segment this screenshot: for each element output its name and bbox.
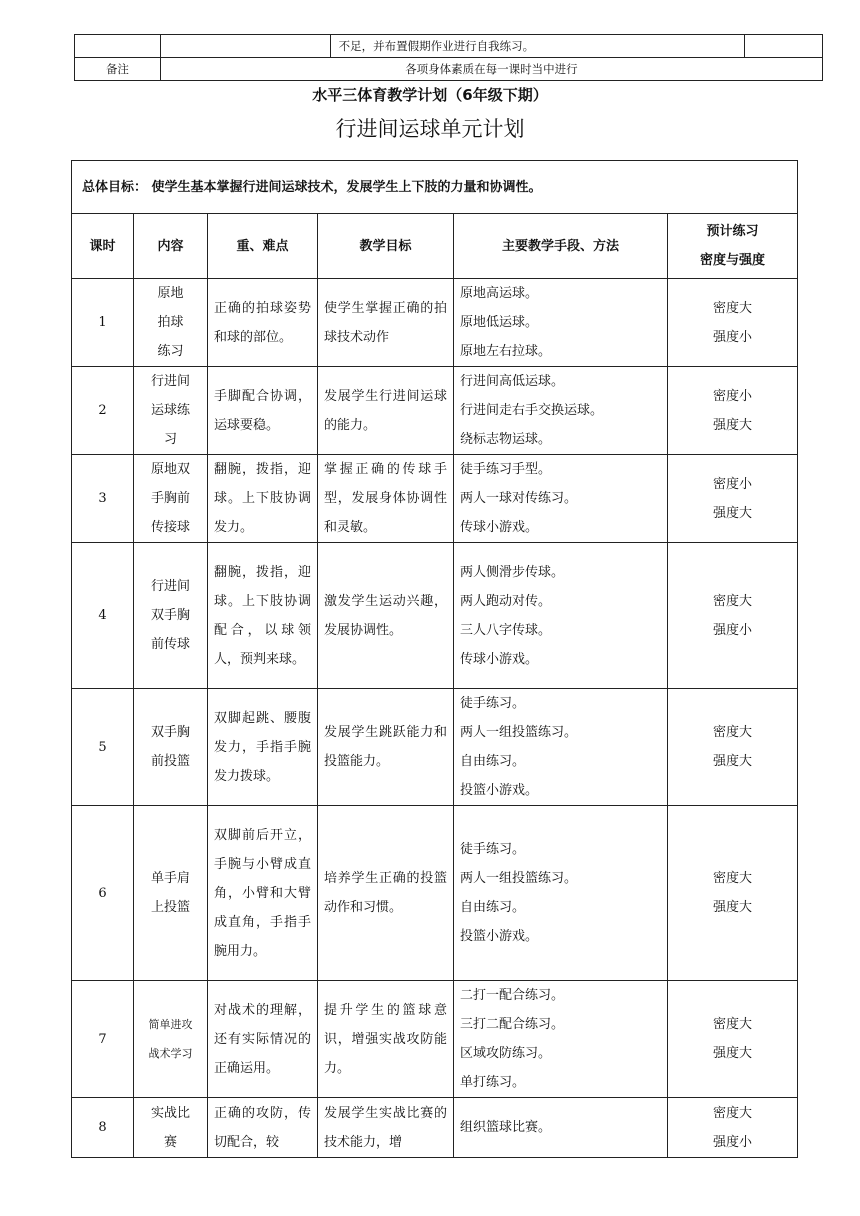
header-objective: 教学目标 [318, 214, 454, 279]
period-number: 8 [72, 1098, 134, 1158]
method-item: 组织篮球比赛。 [460, 1120, 552, 1135]
objective: 发展学生实战比赛的技术能力，增 [318, 1098, 454, 1158]
header-density [668, 214, 798, 279]
table-row [72, 689, 798, 806]
density-value: 密度大 [712, 871, 752, 886]
content-cell [134, 543, 208, 689]
intensity-value: 强度大 [712, 417, 752, 433]
method-item: 二打一配合练习。 [460, 988, 565, 1003]
methods-cell [454, 455, 668, 543]
density-cell [668, 543, 798, 689]
density-cell [668, 806, 798, 981]
content-cell [134, 689, 208, 806]
methods-cell [454, 279, 668, 367]
unit-plan-table [71, 160, 798, 1158]
methods-cell [454, 806, 668, 981]
header-density-line1: 预计练习 [706, 224, 759, 239]
density-cell [668, 279, 798, 367]
density-value: 密度大 [712, 593, 752, 609]
objective: 使学生掌握正确的拍球技术动作 [318, 279, 454, 367]
method-item: 传球小游戏。 [460, 651, 539, 667]
method-item: 投篮小游戏。 [460, 783, 539, 798]
objective: 提升学生的篮球意识，增强实战攻防能力。 [318, 981, 454, 1098]
content-line: 简单进攻 [148, 1018, 193, 1031]
remark-text: 各项身体素质在每一课时当中进行 [160, 58, 822, 81]
density-value: 密度大 [712, 1017, 752, 1032]
table-row [72, 543, 798, 689]
content-line: 赛 [163, 1134, 177, 1150]
content-cell [134, 367, 208, 455]
method-item: 自由练习。 [460, 754, 526, 769]
content-line: 前投篮 [150, 754, 190, 769]
intensity-value: 强度小 [712, 1134, 752, 1150]
density-value: 密度小 [712, 388, 752, 404]
content-line: 战术学习 [148, 1047, 193, 1060]
content-cell [134, 455, 208, 543]
method-item: 原地左右拉球。 [460, 344, 552, 359]
content-line: 上投篮 [150, 900, 190, 915]
period-number: 5 [72, 689, 134, 806]
content-line: 手胸前 [150, 491, 190, 506]
header-row [72, 214, 798, 279]
method-item: 原地低运球。 [460, 315, 539, 330]
methods-cell [454, 1098, 668, 1158]
method-item: 传球小游戏。 [460, 520, 539, 535]
period-number: 2 [72, 367, 134, 455]
header-methods: 主要教学手段、方法 [454, 214, 668, 279]
content-line: 传接球 [150, 520, 190, 535]
density-value: 密度大 [712, 300, 752, 316]
key-points: 正确的拍球姿势和球的部位。 [208, 279, 318, 367]
content-line: 前传球 [150, 637, 190, 652]
unit-title: 行进间运球单元计划 [335, 117, 525, 141]
density-cell [668, 1098, 798, 1158]
content-line: 运球练 [150, 403, 190, 418]
method-item: 三人八字传球。 [460, 622, 552, 638]
overall-goal: 总体目标： 使学生基本掌握行进间运球技术，发展学生上下肢的力量和协调性。 [72, 161, 798, 214]
methods-cell [454, 543, 668, 689]
density-cell [668, 981, 798, 1098]
header-period: 课时 [72, 214, 134, 279]
period-number: 3 [72, 455, 134, 543]
content-cell [134, 981, 208, 1098]
header-key: 重、难点 [208, 214, 318, 279]
method-item: 原地高运球。 [460, 286, 539, 301]
content-cell [134, 1098, 208, 1158]
density-cell [668, 455, 798, 543]
method-item: 投篮小游戏。 [460, 929, 539, 944]
methods-cell [454, 981, 668, 1098]
content-cell [134, 806, 208, 981]
content-line: 单手肩 [150, 871, 190, 886]
table-row [72, 455, 798, 543]
method-item: 行进间走右手交换运球。 [460, 403, 604, 418]
intensity-value: 强度大 [712, 1046, 752, 1061]
content-line: 双手胸 [150, 608, 190, 623]
method-item: 三打二配合练习。 [460, 1017, 565, 1032]
content-line: 双手胸 [150, 725, 190, 740]
method-item: 两人一球对传练习。 [460, 491, 578, 506]
table-row [72, 806, 798, 981]
intensity-value: 强度大 [712, 900, 752, 915]
density-value: 密度大 [712, 1105, 752, 1121]
content-line: 习 [163, 432, 177, 447]
objective: 激发学生运动兴趣，发展协调性。 [318, 543, 454, 689]
method-item: 两人侧滑步传球。 [460, 564, 565, 580]
content-line: 行进间 [150, 374, 190, 389]
intensity-value: 强度大 [712, 754, 752, 769]
continuation-table [74, 34, 823, 81]
method-item: 单打练习。 [460, 1075, 526, 1090]
method-item: 两人跑动对传。 [460, 593, 552, 609]
method-item: 徒手练习手型。 [460, 462, 552, 477]
cell-empty [75, 35, 161, 58]
methods-cell [454, 689, 668, 806]
continuation-text: 不足，并布置假期作业进行自我练习。 [330, 35, 744, 58]
key-points: 双脚前后开立，手腕与小臂成直角，小臂和大臂成直角，手指手腕用力。 [208, 806, 318, 981]
key-points: 手脚配合协调，运球要稳。 [208, 367, 318, 455]
key-points: 双脚起跳、腰腹发力，手指手腕发力拨球。 [208, 689, 318, 806]
method-item: 徒手练习。 [460, 696, 526, 711]
method-item: 行进间高低运球。 [460, 374, 565, 389]
key-points: 正确的攻防，传切配合，较 [208, 1098, 318, 1158]
table-row [72, 1098, 798, 1158]
method-item: 自由练习。 [460, 900, 526, 915]
content-line: 拍球 [157, 315, 184, 330]
key-points: 翻腕，拨指，迎球。上下肢协调发力。 [208, 455, 318, 543]
period-number: 4 [72, 543, 134, 689]
header-density-line2: 密度与强度 [699, 253, 765, 268]
objective: 培养学生正确的投篮动作和习惯。 [318, 806, 454, 981]
remark-row [75, 58, 823, 81]
method-item: 区域攻防练习。 [460, 1046, 552, 1061]
goal-row [72, 161, 798, 214]
content-line: 实战比 [150, 1105, 190, 1121]
cell-empty [160, 35, 330, 58]
content-line: 行进间 [150, 579, 190, 594]
density-value: 密度大 [712, 725, 752, 740]
methods-cell [454, 367, 668, 455]
intensity-value: 强度大 [712, 505, 752, 521]
density-cell [668, 367, 798, 455]
period-number: 6 [72, 806, 134, 981]
period-number: 7 [72, 981, 134, 1098]
plan-title: 水平三体育教学计划（6年级下期） [312, 86, 548, 104]
content-line: 原地双 [150, 462, 190, 477]
intensity-value: 强度小 [712, 329, 752, 345]
objective: 掌握正确的传球手型，发展身体协调性和灵敏。 [318, 455, 454, 543]
table-row [72, 981, 798, 1098]
key-points: 翻腕，拨指，迎球。上下肢协调配合，以球领人，预判来球。 [208, 543, 318, 689]
intensity-value: 强度小 [712, 622, 752, 638]
table-row [72, 367, 798, 455]
key-points: 对战术的理解，还有实际情况的正确运用。 [208, 981, 318, 1098]
content-cell [134, 279, 208, 367]
period-number: 1 [72, 279, 134, 367]
objective: 发展学生行进间运球的能力。 [318, 367, 454, 455]
method-item: 徒手练习。 [460, 842, 526, 857]
density-cell [668, 689, 798, 806]
method-item: 两人一组投篮练习。 [460, 871, 578, 886]
continuation-row [75, 35, 823, 58]
table-row [72, 279, 798, 367]
method-item: 两人一组投篮练习。 [460, 725, 578, 740]
cell-empty [745, 35, 823, 58]
header-content: 内容 [134, 214, 208, 279]
density-value: 密度小 [712, 476, 752, 492]
method-item: 绕标志物运球。 [460, 432, 552, 447]
remark-label: 备注 [75, 58, 161, 81]
content-line: 原地 [157, 286, 184, 301]
content-line: 练习 [157, 344, 184, 359]
objective: 发展学生跳跃能力和投篮能力。 [318, 689, 454, 806]
